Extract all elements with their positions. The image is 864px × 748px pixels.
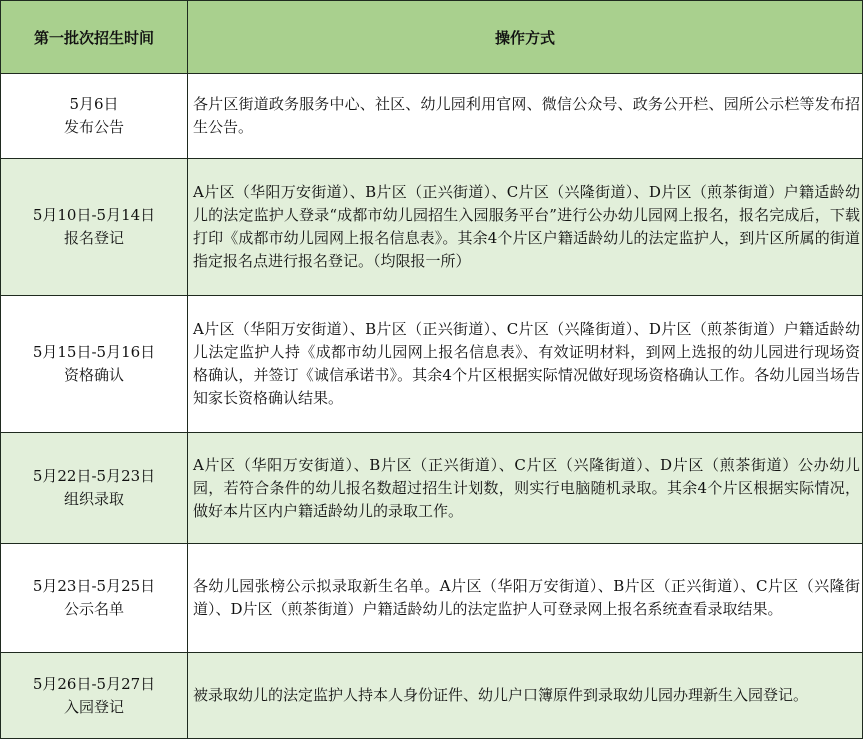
table-header-row <box>1 1 863 74</box>
method-cell: A片区（华阳万安街道）、B片区（正兴街道）、C片区（兴隆街道）、D片区（煎茶街道）户籍适龄幼儿的法定监护人登录“成都市幼儿园招生入园服务平台”进行公办幼儿园网上报名，报名完成后，下载打印《成都市幼儿园网上报名信息表》。其余4个片区户籍适龄幼儿的法定监护人，到片区所属的街道指定报名点进行报名登记。（均限报一所） <box>188 159 863 296</box>
table-row <box>1 296 863 433</box>
method-cell: A片区（华阳万安街道）、B片区（正兴街道）、C片区（兴隆街道）、D片区（煎茶街道）户籍适龄幼儿法定监护人持《成都市幼儿园网上报名信息表》、有效证明材料，到网上选报的幼儿园进行现场资格确认，并签订《诚信承诺书》。其余4个片区根据实际情况做好现场资格确认工作。各幼儿园当场告知家长资格确认结果。 <box>188 296 863 433</box>
time-cell <box>1 74 188 159</box>
row-date: 5月10日-5月14日 <box>32 206 156 224</box>
row-date: 5月26日-5月27日 <box>32 674 156 693</box>
table-row <box>1 433 863 544</box>
time-cell <box>1 544 188 653</box>
header-method: 操作方式 <box>188 1 863 74</box>
table-row <box>1 74 863 159</box>
row-stage: 入园登记 <box>63 697 124 716</box>
row-stage: 报名登记 <box>63 229 124 247</box>
time-cell <box>1 296 188 433</box>
time-cell <box>1 653 188 739</box>
row-stage: 组织录取 <box>63 490 124 508</box>
header-time: 第一批次招生时间 <box>1 1 188 74</box>
method-cell: 被录取幼儿的法定监护人持本人身份证件、幼儿户口簿原件到录取幼儿园办理新生入园登记。 <box>188 653 863 739</box>
table-row <box>1 159 863 296</box>
table-row <box>1 544 863 653</box>
row-date: 5月6日 <box>69 95 119 113</box>
row-date: 5月23日-5月25日 <box>32 577 156 595</box>
time-cell <box>1 159 188 296</box>
method-cell: 各片区街道政务服务中心、社区、幼儿园利用官网、微信公众号、政务公开栏、园所公示栏等发布招生公告。 <box>188 74 863 159</box>
row-stage: 发布公告 <box>63 118 124 136</box>
row-stage: 资格确认 <box>63 366 124 384</box>
row-stage: 公示名单 <box>63 600 124 618</box>
time-cell <box>1 433 188 544</box>
method-cell: A片区（华阳万安街道）、B片区（正兴街道）、C片区（兴隆街道）、D片区（煎茶街道）公办幼儿园，若符合条件的幼儿报名数超过招生计划数，则实行电脑随机录取。其余4个片区根据实际情况，做好本片区内户籍适龄幼儿的录取工作。 <box>188 433 863 544</box>
row-date: 5月15日-5月16日 <box>32 343 156 361</box>
method-cell: 各幼儿园张榜公示拟录取新生名单。A片区（华阳万安街道）、B片区（正兴街道）、C片区（兴隆街道）、D片区（煎茶街道）户籍适龄幼儿的法定监护人可登录网上报名系统查看录取结果。 <box>188 544 863 653</box>
row-date: 5月22日-5月23日 <box>32 467 156 485</box>
table-row <box>1 653 863 739</box>
